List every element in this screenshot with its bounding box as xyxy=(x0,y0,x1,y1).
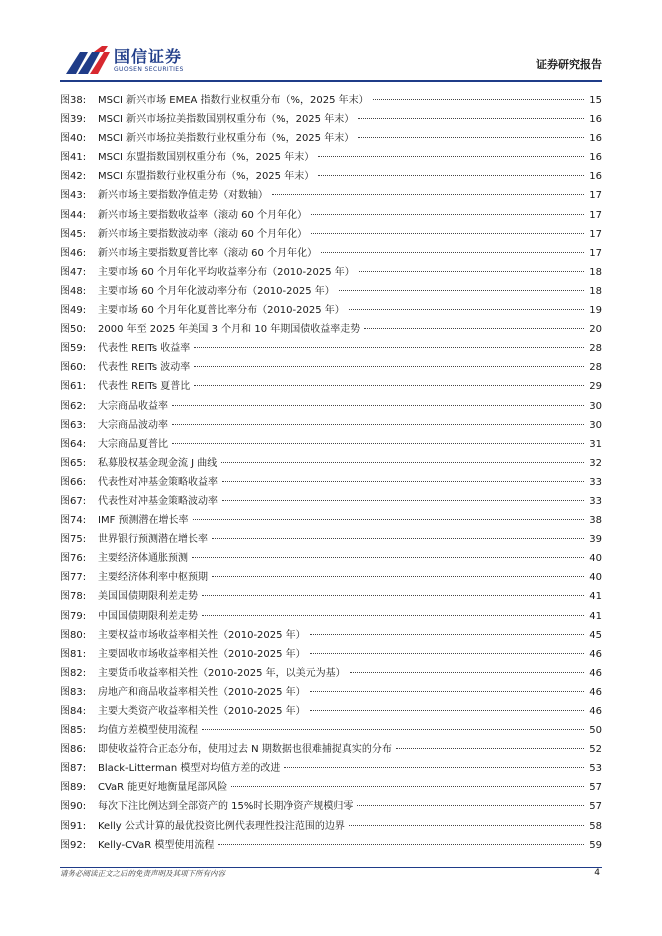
toc-entry-page: 46 xyxy=(589,667,602,679)
toc-entry-label: 图48: xyxy=(60,285,87,297)
toc-entry-label: 图78: xyxy=(60,591,87,603)
toc-entry[interactable] xyxy=(60,416,602,435)
toc-entry-label: 图77: xyxy=(60,572,87,584)
toc-entry-page: 52 xyxy=(589,744,602,756)
toc-entry-title: 主要经济体通胀预测 xyxy=(98,553,188,565)
toc-entry-page: 58 xyxy=(589,820,602,832)
toc-entry-title: 每次下注比例达到全部资产的 15%时长期净资产规模归零 xyxy=(98,801,354,813)
toc-entry-label: 图38: xyxy=(60,95,87,106)
toc-entry-page: 28 xyxy=(589,362,602,374)
toc-entry[interactable] xyxy=(60,664,602,683)
toc-dot-leader xyxy=(194,366,584,367)
toc-entry-page: 41 xyxy=(589,591,602,603)
toc-entry-title: Kelly-CVaR 模型使用流程 xyxy=(98,839,215,851)
toc-dot-leader xyxy=(222,481,584,482)
toc-entry[interactable] xyxy=(60,206,602,225)
toc-dot-leader xyxy=(357,805,584,806)
toc-entry-page: 57 xyxy=(589,782,602,794)
toc-entry-page: 53 xyxy=(589,763,602,775)
toc-dot-leader xyxy=(350,672,584,673)
toc-entry-page: 16 xyxy=(589,171,602,183)
toc-dot-leader xyxy=(396,748,584,749)
toc-entry-title: 即使收益符合正态分布，使用过去 N 期数据也很难捕捉真实的分布 xyxy=(98,744,392,756)
page-number: 4 xyxy=(594,868,600,878)
toc-entry-title: MSCI 新兴市场 EMEA 指数行业权重分布（%，2025 年末） xyxy=(98,95,369,106)
toc-entry-page: 59 xyxy=(589,839,602,851)
toc-entry[interactable] xyxy=(60,817,602,836)
toc-dot-leader xyxy=(349,309,584,310)
toc-entry-page: 20 xyxy=(589,324,602,336)
toc-entry[interactable] xyxy=(60,511,602,530)
toc-entry-title: 主要市场 60 个月年化平均收益率分布（2010-2025 年） xyxy=(98,266,355,278)
toc-entry[interactable] xyxy=(60,435,602,454)
toc-entry-title: MSCI 东盟指数行业权重分布（%，2025 年末） xyxy=(98,171,315,183)
toc-entry-label: 图66: xyxy=(60,476,87,488)
toc-entry-title: 代表性对冲基金策略波动率 xyxy=(98,495,218,507)
toc-entry-label: 图86: xyxy=(60,744,87,756)
toc-entry-title: 主要权益市场收益率相关性（2010-2025 年） xyxy=(98,629,306,641)
toc-entry-title: 主要经济体利率中枢预期 xyxy=(98,572,208,584)
toc-entry-page: 40 xyxy=(589,572,602,584)
toc-dot-leader xyxy=(192,557,584,558)
toc-entry-title: 新兴市场主要指数波动率（滚动 60 个月年化） xyxy=(98,228,308,240)
toc-entry[interactable] xyxy=(60,702,602,721)
page-header xyxy=(0,0,662,85)
toc-entry-label: 图81: xyxy=(60,648,87,660)
toc-entry-title: 代表性 REITs 收益率 xyxy=(98,343,191,355)
toc-entry-page: 33 xyxy=(589,495,602,507)
toc-entry-label: 图90: xyxy=(60,801,87,813)
toc-entry[interactable] xyxy=(60,587,602,606)
toc-entry[interactable] xyxy=(60,301,602,320)
toc-entry-label: 图82: xyxy=(60,667,87,679)
toc-entry[interactable] xyxy=(60,836,602,855)
toc-entry-page: 16 xyxy=(589,133,602,145)
toc-dot-leader xyxy=(318,175,584,176)
toc-entry[interactable] xyxy=(60,778,602,797)
toc-entry-label: 图85: xyxy=(60,725,87,737)
toc-entry-title: 主要市场 60 个月年化波动率分布（2010-2025 年） xyxy=(98,285,335,297)
toc-entry-page: 41 xyxy=(589,610,602,622)
toc-entry-label: 图76: xyxy=(60,553,87,565)
toc-entry-label: 图39: xyxy=(60,114,87,126)
toc-entry-label: 图46: xyxy=(60,247,87,259)
toc-entry-title: 大宗商品收益率 xyxy=(98,400,168,412)
toc-entry-page: 31 xyxy=(589,438,602,450)
toc-entry-page: 32 xyxy=(589,457,602,469)
toc-entry[interactable] xyxy=(60,492,602,511)
toc-entry[interactable] xyxy=(60,263,602,282)
disclaimer-note: 请务必阅读正文之后的免责声明及其项下所有内容 xyxy=(60,869,225,878)
logo-english-name: GUOSEN SECURITIES xyxy=(114,66,184,73)
toc-entry[interactable] xyxy=(60,244,602,263)
toc-entry[interactable] xyxy=(60,129,602,148)
toc-entry-label: 图92: xyxy=(60,839,87,851)
toc-entry-title: 美国国债期限利差走势 xyxy=(98,591,198,603)
toc-entry[interactable] xyxy=(60,626,602,645)
toc-dot-leader xyxy=(310,634,584,635)
toc-dot-leader xyxy=(318,156,584,157)
toc-entry-title: MSCI 新兴市场拉美指数国别权重分布（%，2025 年末） xyxy=(98,114,355,126)
toc-entry-page: 17 xyxy=(589,190,602,202)
toc-entry-page: 16 xyxy=(589,114,602,126)
toc-entry-title: 新兴市场主要指数净值走势（对数轴） xyxy=(98,190,268,202)
toc-entry[interactable] xyxy=(60,568,602,587)
toc-dot-leader xyxy=(172,424,584,425)
toc-dot-leader xyxy=(284,767,584,768)
toc-dot-leader xyxy=(321,252,584,253)
toc-entry-label: 图63: xyxy=(60,419,87,431)
toc-entry-title: 房地产和商品收益率相关性（2010-2025 年） xyxy=(98,686,306,698)
toc-entry-page: 29 xyxy=(589,381,602,393)
toc-entry-label: 图74: xyxy=(60,515,87,527)
figure-table-of-contents xyxy=(60,91,602,855)
toc-entry[interactable] xyxy=(60,797,602,816)
company-logo xyxy=(64,44,194,80)
toc-dot-leader xyxy=(221,462,584,463)
toc-entry[interactable] xyxy=(60,607,602,626)
toc-entry[interactable] xyxy=(60,397,602,416)
toc-dot-leader xyxy=(218,844,584,845)
toc-entry-title: 主要货币收益率相关性（2010-2025 年，以美元为基） xyxy=(98,667,346,679)
toc-dot-leader xyxy=(222,500,584,501)
toc-entry-label: 图49: xyxy=(60,305,87,317)
toc-dot-leader xyxy=(358,137,584,138)
toc-dot-leader xyxy=(212,576,584,577)
toc-entry-label: 图80: xyxy=(60,629,87,641)
toc-entry-title: 私募股权基金现金流 J 曲线 xyxy=(98,457,218,469)
toc-dot-leader xyxy=(349,825,584,826)
toc-entry-title: 世界银行预测潜在增长率 xyxy=(98,534,208,546)
toc-entry-label: 图45: xyxy=(60,228,87,240)
toc-dot-leader xyxy=(272,194,584,195)
toc-dot-leader xyxy=(172,405,584,406)
toc-entry-title: 均值方差模型使用流程 xyxy=(98,725,198,737)
toc-entry-title: IMF 预测潜在增长率 xyxy=(98,515,189,527)
document-type-label: 证券研究报告 xyxy=(536,58,602,71)
toc-entry-page: 46 xyxy=(589,686,602,698)
toc-entry-label: 图47: xyxy=(60,266,87,278)
toc-entry-label: 图91: xyxy=(60,820,87,832)
toc-entry-title: 2000 年至 2025 年美国 3 个月和 10 年期国债收益率走势 xyxy=(98,324,361,336)
toc-entry-title: 主要市场 60 个月年化夏普比率分布（2010-2025 年） xyxy=(98,305,345,317)
toc-entry-label: 图60: xyxy=(60,362,87,374)
toc-entry[interactable] xyxy=(60,148,602,167)
toc-entry-title: 大宗商品夏普比 xyxy=(98,438,168,450)
toc-entry-label: 图64: xyxy=(60,438,87,450)
toc-entry[interactable] xyxy=(60,740,602,759)
toc-entry-title: MSCI 新兴市场拉美指数行业权重分布（%，2025 年末） xyxy=(98,133,355,145)
toc-entry-title: 主要大类资产收益率相关性（2010-2025 年） xyxy=(98,706,306,717)
toc-entry-label: 图62: xyxy=(60,400,87,412)
toc-entry-page: 45 xyxy=(589,629,602,641)
toc-dot-leader xyxy=(310,710,584,711)
toc-entry-page: 46 xyxy=(589,706,602,717)
toc-dot-leader xyxy=(364,328,584,329)
toc-dot-leader xyxy=(194,385,584,386)
toc-dot-leader xyxy=(202,595,584,596)
guosen-logo-icon xyxy=(64,44,110,78)
toc-entry-title: Kelly 公式计算的最优投资比例代表理性投注范围的边界 xyxy=(98,820,345,832)
toc-entry[interactable] xyxy=(60,683,602,702)
toc-entry-title: 大宗商品波动率 xyxy=(98,419,168,431)
toc-dot-leader xyxy=(212,538,584,539)
toc-entry-label: 图65: xyxy=(60,457,87,469)
toc-entry-title: Black-Litterman 模型对均值方差的改进 xyxy=(98,763,281,775)
toc-entry-label: 图43: xyxy=(60,190,87,202)
toc-entry-page: 39 xyxy=(589,534,602,546)
toc-entry-page: 46 xyxy=(589,648,602,660)
toc-entry-label: 图59: xyxy=(60,343,87,355)
toc-entry-title: 代表性对冲基金策略收益率 xyxy=(98,476,218,488)
toc-entry-page: 38 xyxy=(589,515,602,527)
toc-entry-page: 18 xyxy=(589,285,602,297)
toc-entry-page: 30 xyxy=(589,419,602,431)
toc-dot-leader xyxy=(310,653,584,654)
toc-dot-leader xyxy=(202,615,584,616)
toc-dot-leader xyxy=(339,290,584,291)
toc-entry[interactable] xyxy=(60,454,602,473)
toc-entry[interactable] xyxy=(60,721,602,740)
toc-entry[interactable] xyxy=(60,91,602,110)
toc-entry-label: 图42: xyxy=(60,171,87,183)
toc-entry-page: 57 xyxy=(589,801,602,813)
toc-entry-title: 新兴市场主要指数夏普比率（滚动 60 个月年化） xyxy=(98,247,318,259)
logo-chinese-name: 国信证券 xyxy=(114,47,183,66)
toc-dot-leader xyxy=(373,99,584,100)
toc-entry-page: 16 xyxy=(589,152,602,164)
toc-entry-page: 18 xyxy=(589,266,602,278)
toc-entry-title: 代表性 REITs 波动率 xyxy=(98,362,191,374)
toc-entry[interactable] xyxy=(60,186,602,205)
toc-dot-leader xyxy=(172,443,584,444)
toc-entry-label: 图50: xyxy=(60,324,87,336)
toc-entry-page: 33 xyxy=(589,476,602,488)
toc-entry-page: 17 xyxy=(589,228,602,240)
toc-entry-label: 图44: xyxy=(60,209,87,221)
toc-entry-page: 17 xyxy=(589,209,602,221)
toc-entry-label: 图89: xyxy=(60,782,87,794)
toc-entry-title: 代表性 REITs 夏普比 xyxy=(98,381,191,393)
toc-entry-label: 图84: xyxy=(60,706,87,717)
toc-dot-leader xyxy=(358,118,584,119)
toc-entry-title: 中国国债期限利差走势 xyxy=(98,610,198,622)
toc-entry-page: 30 xyxy=(589,400,602,412)
toc-entry[interactable] xyxy=(60,530,602,549)
toc-entry[interactable] xyxy=(60,377,602,396)
toc-entry[interactable] xyxy=(60,282,602,301)
toc-entry[interactable] xyxy=(60,167,602,186)
toc-entry-page: 50 xyxy=(589,725,602,737)
toc-dot-leader xyxy=(193,519,584,520)
toc-dot-leader xyxy=(310,691,584,692)
toc-entry-label: 图41: xyxy=(60,152,87,164)
toc-entry-label: 图75: xyxy=(60,534,87,546)
toc-entry[interactable] xyxy=(60,339,602,358)
toc-entry-title: 新兴市场主要指数收益率（滚动 60 个月年化） xyxy=(98,209,308,221)
toc-entry-label: 图67: xyxy=(60,495,87,507)
toc-entry[interactable] xyxy=(60,473,602,492)
toc-entry-page: 28 xyxy=(589,343,602,355)
toc-entry-label: 图61: xyxy=(60,381,87,393)
toc-dot-leader xyxy=(231,786,584,787)
toc-entry[interactable] xyxy=(60,110,602,129)
toc-entry[interactable] xyxy=(60,759,602,778)
toc-entry-page: 15 xyxy=(589,95,602,106)
toc-dot-leader xyxy=(202,729,584,730)
toc-entry-title: 主要固收市场收益率相关性（2010-2025 年） xyxy=(98,648,306,660)
toc-entry-label: 图87: xyxy=(60,763,87,775)
toc-entry-title: CVaR 能更好地衡量尾部风险 xyxy=(98,782,228,794)
toc-entry[interactable] xyxy=(60,320,602,339)
toc-dot-leader xyxy=(311,214,584,215)
toc-dot-leader xyxy=(359,271,584,272)
toc-dot-leader xyxy=(194,347,584,348)
toc-entry[interactable] xyxy=(60,645,602,664)
toc-entry[interactable] xyxy=(60,358,602,377)
toc-entry-label: 图40: xyxy=(60,133,87,145)
toc-entry[interactable] xyxy=(60,549,602,568)
toc-dot-leader xyxy=(311,233,584,234)
header-divider xyxy=(60,80,602,82)
toc-entry-title: MSCI 东盟指数国别权重分布（%，2025 年末） xyxy=(98,152,315,164)
toc-entry-page: 17 xyxy=(589,247,602,259)
toc-entry-page: 19 xyxy=(589,305,602,317)
toc-entry-page: 40 xyxy=(589,553,602,565)
toc-entry[interactable] xyxy=(60,225,602,244)
toc-entry-label: 图79: xyxy=(60,610,87,622)
toc-entry-label: 图83: xyxy=(60,686,87,698)
